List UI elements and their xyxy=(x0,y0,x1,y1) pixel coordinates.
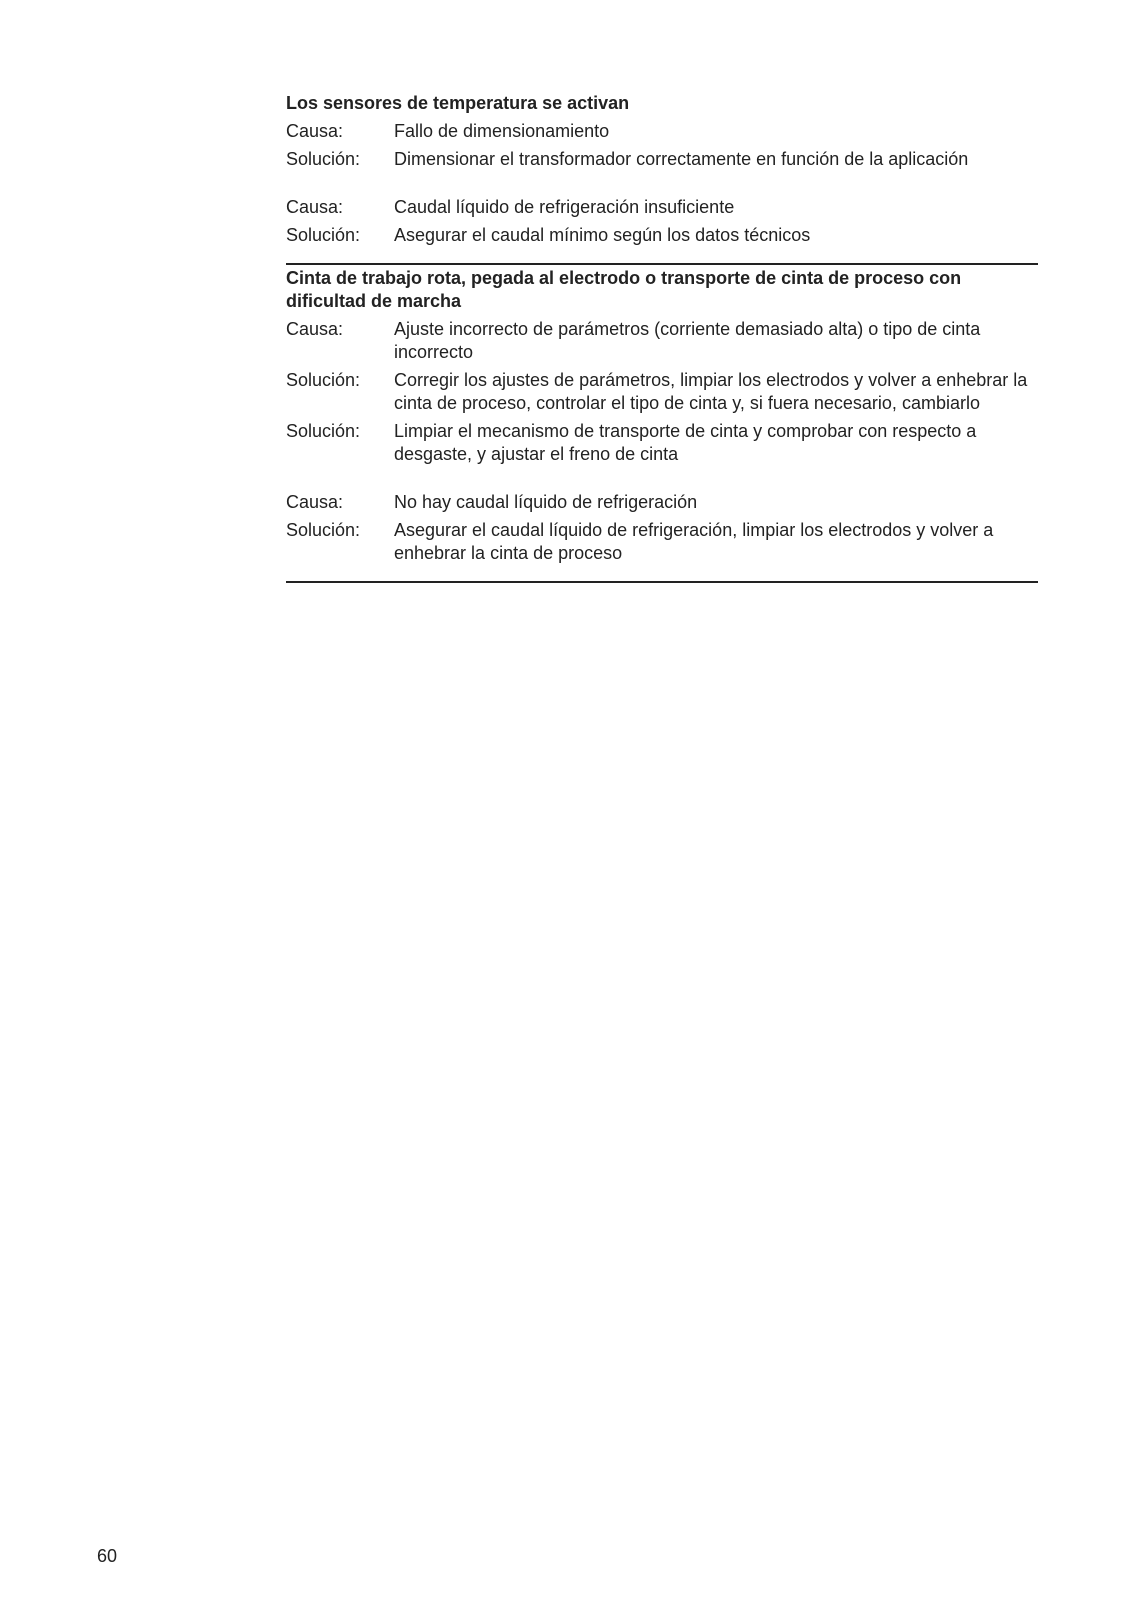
row-text: Asegurar el caudal líquido de refrigeración, limpiar los electrodos y volver a enhebrar la cinta de proceso xyxy=(394,520,994,563)
row-text: Asegurar el caudal mínimo según los datos técnicos xyxy=(394,225,811,245)
cause-row xyxy=(286,196,1038,219)
solution-row xyxy=(286,519,1038,565)
row-text: Caudal líquido de refrigeración insuficiente xyxy=(394,197,735,217)
solution-row xyxy=(286,224,1038,247)
row-text: Fallo de dimensionamiento xyxy=(394,121,610,141)
row-text: No hay caudal líquido de refrigeración xyxy=(394,492,698,512)
row-label: Solución: xyxy=(286,421,361,441)
solution-row xyxy=(286,369,1038,415)
section-title: Cinta de trabajo rota, pegada al electrodo o transporte de cinta de proceso con dificultad de marcha xyxy=(286,268,962,311)
section-title: Los sensores de temperatura se activan xyxy=(286,93,630,113)
row-label: Solución: xyxy=(286,225,361,245)
cause-row xyxy=(286,120,1038,143)
row-label: Causa: xyxy=(286,121,344,141)
row-text: Dimensionar el transformador correctamente en función de la aplicación xyxy=(394,149,969,169)
group-spacer xyxy=(286,466,1038,486)
section-divider xyxy=(286,581,1038,583)
row-text: Corregir los ajustes de parámetros, limpiar los electrodos y volver a enhebrar la cinta de proceso, controlar el tipo de cinta y, si fuera necesario, cambiarlo xyxy=(394,370,1028,413)
solution-row xyxy=(286,148,1038,171)
troubleshooting-section xyxy=(286,92,1038,247)
row-text: Limpiar el mecanismo de transporte de cinta y comprobar con respecto a desgaste, y ajustar el freno de cinta xyxy=(394,421,977,464)
group-spacer xyxy=(286,171,1038,191)
cause-solution-group xyxy=(286,120,1038,171)
row-label: Solución: xyxy=(286,370,361,390)
row-text: Ajuste incorrecto de parámetros (corriente demasiado alta) o tipo de cinta incorrecto xyxy=(394,319,981,362)
cause-solution-group xyxy=(286,491,1038,565)
cause-row xyxy=(286,318,1038,364)
row-label: Causa: xyxy=(286,197,344,217)
cause-solution-group xyxy=(286,196,1038,247)
cause-solution-group xyxy=(286,318,1038,466)
section-divider xyxy=(286,263,1038,265)
cause-row xyxy=(286,491,1038,514)
row-label: Solución: xyxy=(286,149,361,169)
row-label: Causa: xyxy=(286,319,344,339)
troubleshooting-section xyxy=(286,267,1038,565)
page-number: 60 xyxy=(97,1546,118,1566)
solution-row xyxy=(286,420,1038,466)
troubleshooting-content xyxy=(286,92,1038,585)
row-label: Causa: xyxy=(286,492,344,512)
row-label: Solución: xyxy=(286,520,361,540)
